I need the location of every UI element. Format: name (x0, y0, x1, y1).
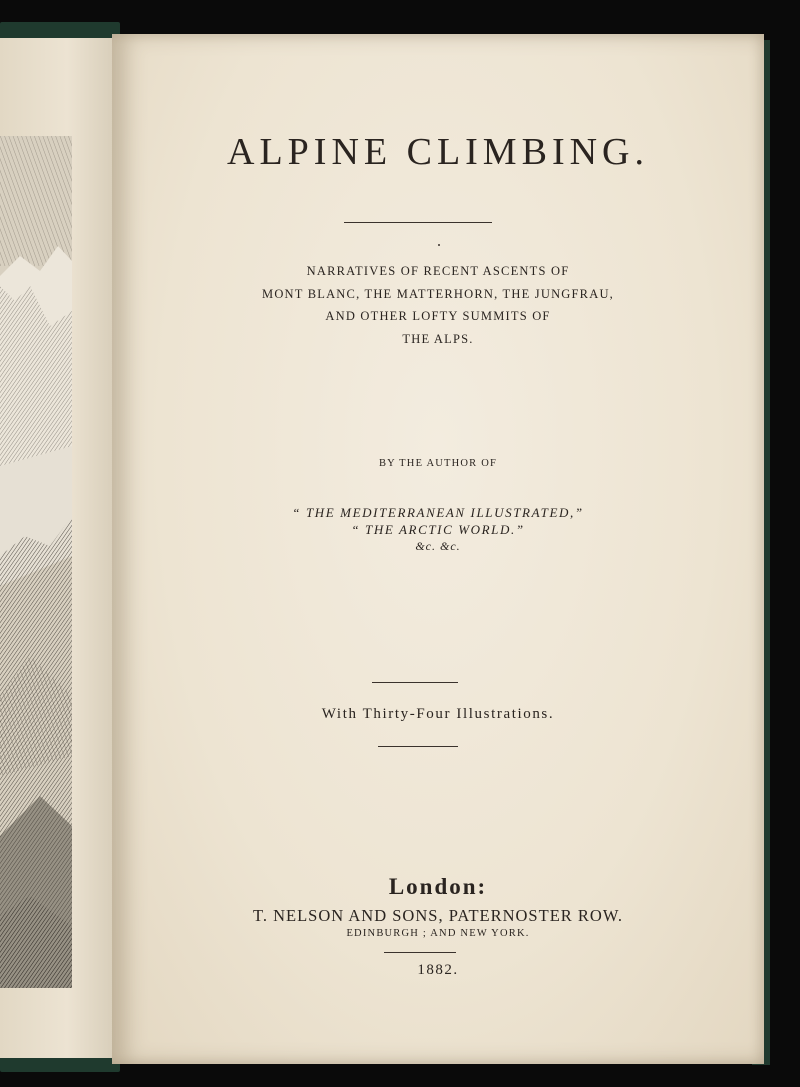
byline: BY THE AUTHOR OF (378, 458, 498, 469)
title-rule (344, 222, 492, 223)
other-work-title: “ THE MEDITERRANEAN ILLUSTRATED,” (292, 505, 584, 520)
imprint-city: London: (388, 874, 488, 899)
frontispiece-page (0, 38, 112, 1058)
illustrations-note: With Thirty-Four Illustrations. (321, 706, 555, 722)
subtitle-line: NARRATIVES OF RECENT ASCENTS OF (306, 264, 570, 278)
mountain-engraving-illustration (0, 136, 72, 988)
book-title: ALPINE CLIMBING. (227, 131, 649, 173)
illustrations-top-rule (372, 682, 458, 683)
subtitle-line: THE ALPS. (402, 331, 474, 346)
publisher: T. NELSON AND SONS, PATERNOSTER ROW. (252, 906, 624, 925)
subtitle (112, 260, 764, 350)
other-cities: EDINBURGH ; AND NEW YORK. (346, 928, 530, 939)
illustrations-bottom-rule (378, 746, 458, 747)
ornament-dot (438, 244, 440, 246)
subtitle-line: AND OTHER LOFTY SUMMITS OF (325, 309, 551, 323)
other-works (112, 504, 764, 555)
etc-text: &c. &c. (415, 539, 461, 553)
publication-year: 1882. (417, 962, 459, 978)
subtitle-line: MONT BLANC, THE MATTERHORN, THE JUNGFRAU, (262, 286, 614, 301)
title-page (112, 34, 764, 1064)
other-work-title: “ THE ARCTIC WORLD.” (351, 522, 525, 537)
year-rule (384, 952, 456, 953)
